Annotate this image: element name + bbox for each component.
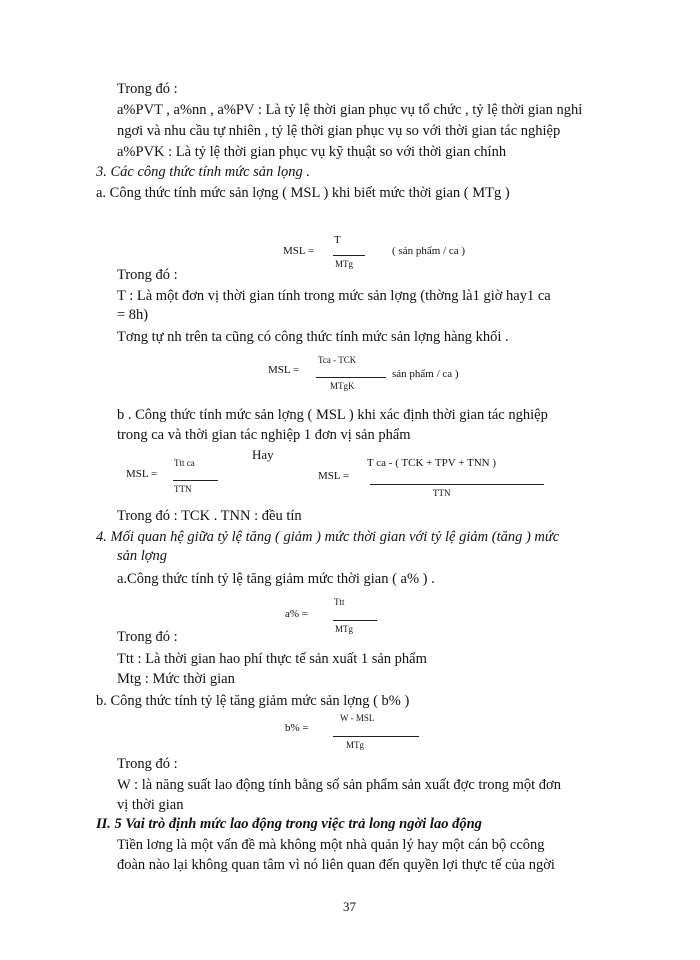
formula-numerator: Ttt ca xyxy=(174,458,195,468)
fraction-bar xyxy=(333,255,365,256)
formula-lhs: b% = xyxy=(285,722,309,734)
text-line: Trong đó : xyxy=(117,629,178,645)
formula-denominator: MTg xyxy=(335,259,353,269)
text-line: a. Công thức tính mức sản lợng ( MSL ) khi biết mức thời gian ( MTg ) xyxy=(96,185,510,201)
text-line: Trong đó : xyxy=(117,267,178,283)
hay-label: Hay xyxy=(252,447,274,462)
formula-denominator: MTg xyxy=(335,624,353,634)
text-line: Trong đó : xyxy=(117,81,178,97)
section-heading: sản lợng xyxy=(117,548,168,564)
formula-denominator: MTg xyxy=(346,740,364,750)
fraction-bar xyxy=(370,484,544,485)
formula-unit: sản phẩm / ca ) xyxy=(392,368,459,380)
text-line: = 8h) xyxy=(117,307,149,323)
text-line: a%PVK : Là tỷ lệ thời gian phục vụ kỹ thuật so với thời gian chính xyxy=(117,144,507,160)
text-line: Trong đó : xyxy=(117,756,178,772)
section-heading: II. 5 Vai trò định mức lao động trong việc trả long ngời lao động xyxy=(96,816,482,832)
section-heading: 3. Các công thức tính mức sản lọng . xyxy=(96,164,310,180)
text-line: vị thời gian xyxy=(117,797,184,813)
fraction-bar xyxy=(173,480,218,481)
formula-denominator: TTN xyxy=(174,484,192,494)
text-line: Trong đó : TCK . TNN : đều tín xyxy=(117,508,302,524)
formula-lhs: MSL = xyxy=(283,245,315,257)
text-line: a%PVT , a%nn , a%PV : Là tỷ lệ thời gian phục vụ tổ chức , tỷ lệ thời gian nghỉ xyxy=(117,102,583,118)
section-heading: 4. Mối quan hệ giữa tỷ lệ tăng ( giảm ) mức thời gian với tỷ lệ giảm (tăng ) mức xyxy=(96,529,560,545)
formula-unit: ( sản phẩm / ca ) xyxy=(392,245,465,257)
text-line: b. Công thức tính tỷ lệ tăng giảm mức sản lợng ( b% ) xyxy=(96,693,410,709)
page-number: 37 xyxy=(343,899,356,914)
formula-numerator: Tca - TCK xyxy=(318,355,357,365)
formula-lhs: a% = xyxy=(285,608,308,620)
text-line: Ttt : Là thời gian hao phí thực tế sản xuất 1 sản phẩm xyxy=(117,651,427,667)
formula-denominator: MTgK xyxy=(330,381,355,391)
text-line: b . Công thức tính mức sản lợng ( MSL ) khi xác định thời gian tác nghiệp xyxy=(117,407,548,423)
formula-lhs: MSL = xyxy=(126,468,158,480)
fraction-bar xyxy=(333,736,419,737)
formula-numerator: T xyxy=(334,234,341,246)
formula-numerator: Ttt xyxy=(334,597,345,607)
text-line: đoàn nào lại không quan tâm vì nó liên quan đến quyền lợi thực tế của ngời xyxy=(117,857,555,873)
text-line: Tiền lơng là một vấn đề mà không một nhà quản lý hay một cán bộ ccông xyxy=(117,837,545,853)
text-line: ngơi và nhu cầu tự nhiên , tỷ lệ thời gian phục vụ so với thời gian tác nghiệp xyxy=(117,123,561,139)
fraction-bar xyxy=(316,377,386,378)
formula-numerator: T ca - ( TCK + TPV + TNN ) xyxy=(367,457,497,469)
formula-numerator: W - MSL xyxy=(340,713,375,723)
text-line: Tơng tự nh trên ta cũng có công thức tính mức sản lợng hàng khối . xyxy=(117,329,509,345)
formula-lhs: MSL = xyxy=(318,470,350,482)
fraction-bar xyxy=(333,620,377,621)
text-line: Mtg : Mức thời gian xyxy=(117,671,235,687)
text-line: W : là năng suất lao động tính bằng số sản phẩm sản xuất đợc trong một đơn xyxy=(117,777,561,793)
text-line: trong ca và thời gian tác nghiệp 1 đơn vị sản phẩm xyxy=(117,427,411,443)
formula-lhs: MSL = xyxy=(268,364,300,376)
text-line: a.Công thức tính tỷ lệ tăng giảm mức thời gian ( a% ) . xyxy=(117,571,435,587)
formula-denominator: TTN xyxy=(433,488,451,498)
text-line: T : Là một đơn vị thời gian tính trong mức sản lợng (thờng là1 giờ hay1 ca xyxy=(117,288,551,304)
